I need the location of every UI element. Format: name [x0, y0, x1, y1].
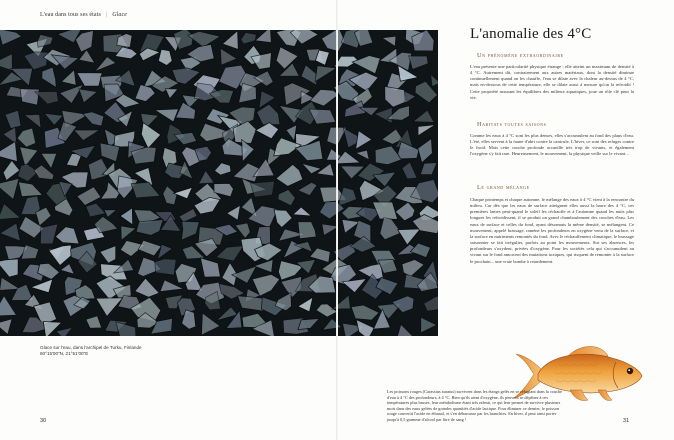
- photo-caption: [40, 345, 240, 357]
- section-text-phenomene: L'eau présente une particularité physique étrange : elle atteint un maximum de densité à 4 °C. Autrement dit, contrairement aux autres matériaux, dont la densité diminue continuellement quand on les chauffe, l'eau se dilate avec la chaleur au-dessus de 4 °C, mais en-dessous de cette température, elle se dilate aussi à mesure qu'on la refroidit ! Cette propriété assurant les équilibres des milieux aquatiques, joue un rôle clé pour la vie.: [470, 64, 634, 100]
- ice-shards-illustration: [0, 30, 438, 336]
- photo-caption-location: Glace sur l'eau, dans l'archipel de Turku, Finlande: [40, 345, 142, 350]
- running-head-title: L'eau dans tous ses états: [40, 12, 101, 18]
- photo-caption-coordinates: 60°15'00"N, 21°51'00"E: [40, 351, 89, 357]
- section-heading-phenomene: Un phénomène extraordinaire: [477, 52, 564, 59]
- section-heading-habitats: Habitats toutes saisons: [477, 121, 547, 128]
- ice-shard: [251, 181, 275, 197]
- running-head-section: Glace: [112, 12, 128, 18]
- article-title: L'anomalie des 4°C: [470, 26, 592, 42]
- section-text-melange: Chaque printemps et chaque automne, le mélange des eaux à 4 °C vient à la rencontre du milieu. Car dès que les eaux de surface atteignent elles aussi la barre des 4 °C, ces premières lames peut-quand le soleil les réchauffe et à l'automne quand les nuits plus longues les refroidissent, il se produit un grand chamboulement des couches d'eau. Les eaux de surface et celles du fond, ayant désormais la même densité, se mélangent. Ce mouvement, appelé brassage, ramène les profondeurs en oxygène venu de la surface, et la surface en nutriments remontés du fond. Avec le réchauffement climatique, le brassage saisonnier se fait irrégulier, parfois au point les mouvements. Sur ses absences, les profondeurs s'oxydent, privées d'oxygène. Pour les sociétés cela qui s'accumulent au vivant sur le fond amorcent des mutations toxiques, qui risquent de remonter à la surface le prochain – une vraie bombe à retardement.: [470, 197, 634, 264]
- page-number-right: 31: [623, 418, 630, 424]
- section-text-habitats: Comme les eaux à 4 °C sont les plus denses, elles s'accumulent au fond des plans d'eau. L'été, elles servent à la faune d'abri contre la canicule. L'hiver, ce sont des refuges contre le froid. Mais cette couche profonde accueille très trop de vivants, et également l'oxygène s'y fait rare. Heureusement, le mouvement, la physique veille sur le vivant…: [470, 133, 634, 157]
- page-gutter: [336, 0, 338, 440]
- running-head-separator: |: [105, 12, 108, 18]
- section-heading-melange: Le grand mélange: [477, 184, 530, 191]
- fish-caption: Les poissons rouges (Carassius auratus) survivent dans les étangs gelés en se réfugiant dans la couche d'eau à 4 °C des profondeurs, à 4 °C. Bien qu'ils aient d'oxygène, ils peuvent se dépêtrer à ces températures plus basses, leur métabolisme étant très ralenti, ce qui leur permet de survivre plusieurs mois dans des eaux gelées de grandes quantités d'acide lactique. Pour éliminer ce dernier, le poisson rouge convertit l'acide en éthanol, et s'en débarrasse par les branchies. En hiver, il peut ainsi porter jusqu'à 0,5 gramme d'alcool par litre de sang !: [387, 389, 563, 422]
- ice-photo: [0, 30, 438, 336]
- running-head: [40, 12, 127, 18]
- page-number-left: 30: [40, 418, 47, 424]
- ice-shard: [155, 259, 176, 275]
